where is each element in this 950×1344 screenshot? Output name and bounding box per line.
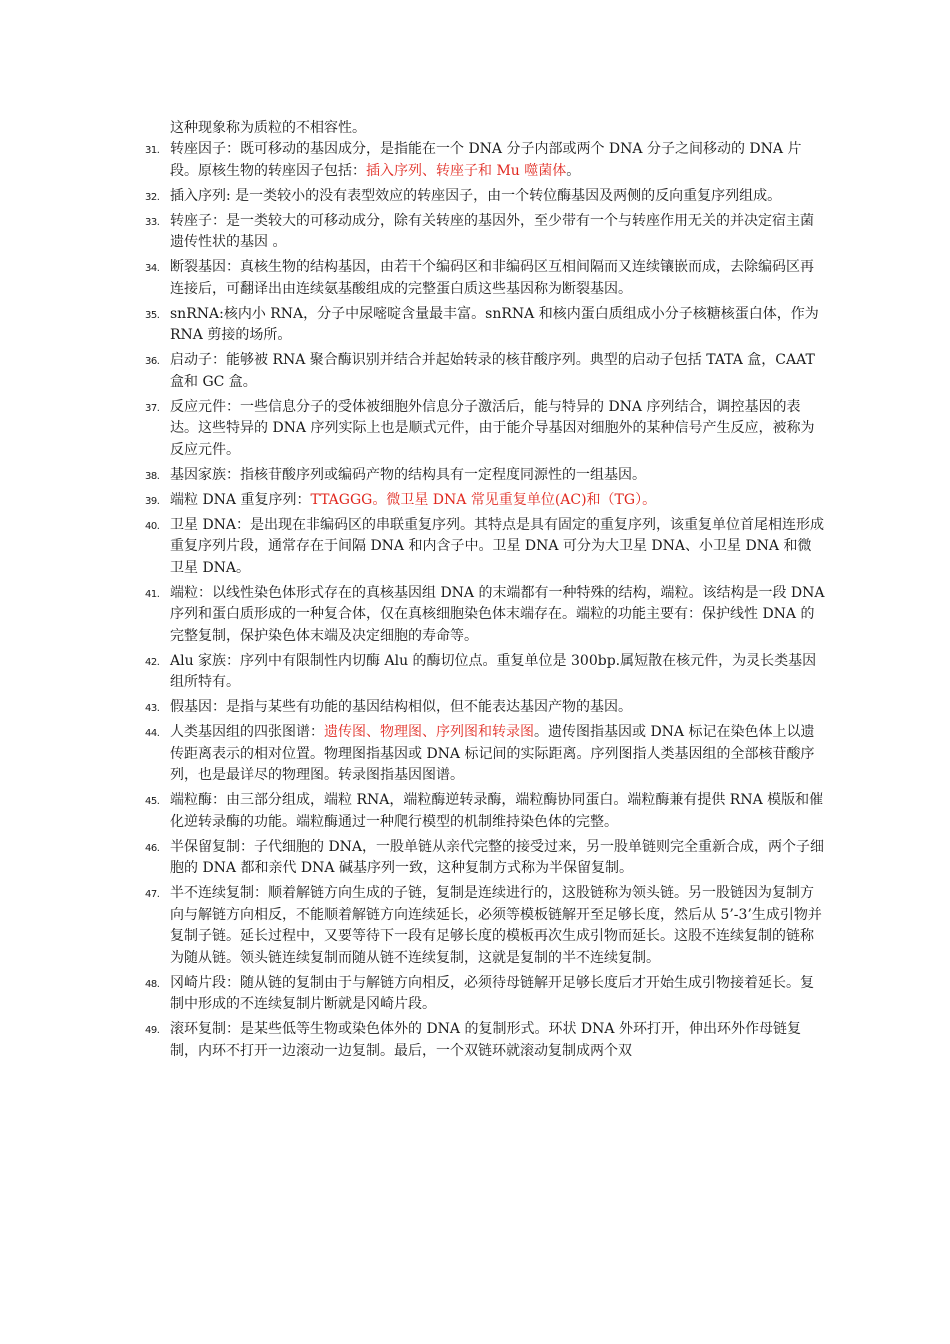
- item-text: 反应元件：一些信息分子的受体被细胞外信息分子激活后，能与特异的 DNA 序列结合，调控基因的表达。这些特异的 DNA 序列实际上也是顺式元件，由于能介导基因对细胞外的某种信号产生反应，被称为反应元件。: [170, 398, 815, 458]
- list-item: [145, 397, 825, 462]
- item-text: 转座子：是一类较大的可移动成分，除有关转座的基因外，至少带有一个与转座作用无关的并决定宿主菌遗传性状的基因 。: [170, 212, 814, 250]
- list-item: [145, 583, 825, 648]
- item-number: 41.: [145, 588, 160, 600]
- item-number: 44.: [145, 728, 160, 739]
- item-text: 滚环复制：是某些低等生物或染色体外的 DNA 的复制形式。环状 DNA 外环打开，伸出环外作母链复制，内环不打开一边滚动一边复制。最后，一个双链环就滚动复制成两个双: [170, 1021, 801, 1059]
- item-text: 冈崎片段：随从链的复制由于与解链方向相反，必须待母链解开足够长度后才开始生成引物接着延长。复制中形成的不连续复制片断就是冈崎片段。: [170, 974, 814, 1012]
- item-number: 36.: [145, 356, 160, 367]
- item-text: 假基因：是指与某些有功能的基因结构相似，但不能表达基因产物的基因。: [170, 699, 632, 715]
- item-text: 基因家族：指核苷酸序列或编码产物的结构具有一定程度同源性的一组基因。: [170, 466, 646, 483]
- list-item: [145, 350, 825, 393]
- list-item: [145, 790, 825, 833]
- item-text: 。: [566, 162, 581, 179]
- item-number: 38.: [145, 470, 160, 482]
- list-item: [145, 722, 825, 787]
- item-text: 插入序列: 是一类较小的没有表型效应的转座因子，由一个转位酶基因及两侧的反向重复序列组成。: [170, 187, 782, 204]
- item-text: 人类基因组的四张图谱：: [170, 724, 324, 740]
- item-text: 。遗传图指基因或 DNA 标记在染色体上以遗传距离表示的相对位置。物理图指基因或 DNA 标记间的实际距离。序列图指人类基因组的全部核苷酸序列，也是最详尽的物理图。转录图指基因图谱。: [170, 724, 815, 783]
- highlighted-text: TTAGGG。微卫星 DNA 常见重复单位(AC)和（TG）。: [310, 491, 657, 508]
- item-number: 39.: [145, 495, 160, 507]
- list-item: [145, 139, 825, 182]
- item-text: 卫星 DNA：是出现在非编码区的串联重复序列。其特点是具有固定的重复序列，该重复单位首尾相连形成重复序列片段，通常存在于间隔 DNA 和内含子中。卫星 DNA 可分为大卫星 DNA、小卫星 DNA 和微卫星 DNA。: [170, 516, 825, 576]
- list-item: [145, 883, 825, 969]
- item-number: 49.: [145, 1025, 160, 1036]
- list-item: [145, 465, 825, 487]
- list-item: [145, 186, 825, 208]
- item-text: 端粒酶：由三部分组成，端粒 RNA，端粒酶逆转录酶，端粒酶协同蛋白。端粒酶兼有提供 RNA 模版和催化逆转录酶的功能。端粒酶通过一种爬行模型的机制维持染色体的完整。: [170, 792, 824, 830]
- item-number: 34.: [145, 263, 160, 274]
- item-number: 31.: [145, 145, 160, 156]
- continuation-text: 这种现象称为质粒的不相容性。: [170, 120, 366, 136]
- item-text: 端粒 DNA 重复序列：: [170, 491, 311, 508]
- list-item: [145, 697, 825, 719]
- list-item: [145, 211, 825, 254]
- item-text: Alu 家族：序列中有限制性内切酶 Alu 的酶切位点。重复单位是 300bp.属短散在核元件，为灵长类基因组所特有。: [170, 652, 817, 690]
- definition-list: [145, 139, 825, 1066]
- item-text: snRNA:核内小 RNA，分子中尿嘧啶含量最丰富。snRNA 和核内蛋白质组成小分子核糖核蛋白体，作为 RNA 剪接的场所。: [170, 305, 819, 343]
- item-text: 转座因子：既可移动的基因成分，是指能在一个 DNA 分子内部或两个 DNA 分子之间移动的 DNA 片段。原核生物的转座因子包括：: [170, 141, 802, 179]
- item-number: 42.: [145, 656, 160, 668]
- list-item: [145, 1019, 825, 1062]
- item-text: 启动子：能够被 RNA 聚合酶识别并结合并起始转录的核苷酸序列。典型的启动子包括 TATA 盒，CAAT 盒和 GC 盒。: [170, 352, 815, 390]
- highlighted-text: 遗传图、物理图、序列图和转录图: [324, 724, 534, 740]
- list-item: [145, 973, 825, 1016]
- item-number: 33.: [145, 216, 160, 228]
- list-item: [145, 490, 825, 512]
- item-number: 47.: [145, 889, 160, 900]
- item-text: 断裂基因：真核生物的结构基因，由若干个编码区和非编码区互相间隔而又连续镶嵌而成，去除编码区再连接后，可翻译出由连续氨基酸组成的完整蛋白质这些基因称为断裂基因。: [170, 259, 814, 297]
- item-number: 46.: [145, 842, 160, 854]
- list-item: [145, 515, 825, 580]
- item-text: 半保留复制：子代细胞的 DNA，一股单链从亲代完整的接受过来，另一股单链则完全重新合成，两个子细胞的 DNA 都和亲代 DNA 碱基序列一致，这种复制方式称为半保留复制。: [170, 838, 825, 876]
- list-item: [145, 304, 825, 347]
- item-number: 48.: [145, 978, 160, 990]
- item-number: 32.: [145, 191, 160, 203]
- highlighted-text: 插入序列、转座子和 Mu 噬菌体: [366, 162, 567, 179]
- list-item: [145, 651, 825, 694]
- item-number: 37.: [145, 402, 160, 414]
- item-number: 45.: [145, 796, 160, 807]
- item-number: 43.: [145, 703, 160, 714]
- item-number: 40.: [145, 520, 160, 532]
- item-number: 35.: [145, 309, 160, 321]
- item-text: 半不连续复制：顺着解链方向生成的子链，复制是连续进行的，这股链称为领头链。另一股链因为复制方向与解链方向相反，不能顺着解链方向连续延长，必须等模板链解开至足够长度，然后从 5’-3’生成引物并复制子链。延长过程中，又要等待下一段有足够长度的模板再次生成引物而延长。这股不连续复制的链称为随从链。领头链连续复制而随从链不连续复制，这就是复制的半不连续复制。: [170, 885, 822, 966]
- item-text: 端粒：以线性染色体形式存在的真核基因组 DNA 的末端都有一种特殊的结构，端粒。该结构是一段 DNA 序列和蛋白质形成的一种复合体，仅在真核细胞染色体末端存在。端粒的功能主要有：保护线性 DNA 的完整复制，保护染色体末端及决定细胞的寿命等。: [170, 584, 825, 644]
- list-item: [145, 257, 825, 300]
- list-item: [145, 837, 825, 880]
